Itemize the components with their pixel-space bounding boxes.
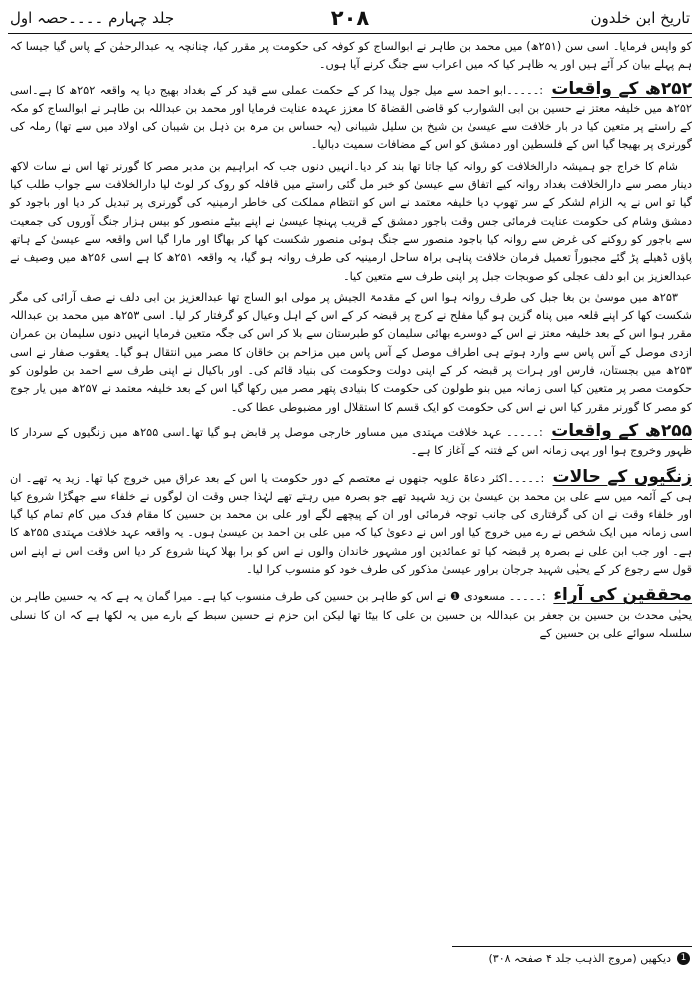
footnote-divider (452, 946, 692, 947)
section-scholars-opinions (10, 584, 692, 646)
footnote-marker: 1 (677, 952, 690, 965)
footnote-text: دیکھیں (مروج الذہب جلد ۴ صفحہ ۳۰۸) (488, 952, 671, 965)
footnote (489, 952, 691, 965)
section-heading-zanj: زنگیوں کے حالات (552, 466, 692, 487)
volume-part-label: جلد چہارم ۔۔۔۔حصہ اول (10, 9, 175, 27)
section-255-events (10, 420, 692, 464)
running-header (8, 6, 692, 32)
page-body (10, 38, 692, 646)
section-heading-255: ۲۵۵ھ کے واقعات (551, 420, 692, 441)
section-zanj (10, 466, 692, 583)
page-number: ۲۰۸ (330, 6, 370, 30)
section-255-text: :۔۔۔۔۔ عہد خلافت مہتدی میں مساور خارجی موصل پر قابض ہو گیا تھا۔اسی ۲۵۵ھ میں زنگیوں کے سردار کا ظہور وخروج ہوا اور یہی زمانہ اس کے فتنہ کے آغاز کا ہے۔ (10, 425, 692, 458)
paragraph-opening: کو واپس فرمایا۔ اسی سن (۲۵۱ھ) میں محمد بن طاہر نے ابوالساج کو کوفہ کی حکومت پر مقرر کیا، چنانچہ یہ عبدالرحمٰن کے پاس گیا جیسا کہ ہم پہلے بیان کر آئے ہیں اور یہ ظاہر کیا کہ میں اعراب سے جنگ کرنے آیا ہوں۔ (10, 40, 692, 72)
paragraph-sham-kharaj: شام کا خراج جو ہمیشہ دارالخلافت کو روانہ کیا جاتا تھا بند کر دیا۔انہیں دنوں جب کہ ابراہیم بن مدبر مصر کا گورنر تھا اس نے سات لاکھ دینار مصر سے دارالخلافت بغداد روانہ کیے اتفاق سے عیسیٰ کو خبر مل گئی راستے میں قافلہ کو روک کر لوٹ لیا دارالخلافت سے جواب طلب کیا گیا تو اس نے یہ الزام لشکر کے سر تھوپ دیا خلیفہ معتمد نے اس کو انتظام مملکت کی خاطر ارمینیہ کی گورنری پر تبدیل کر دیا اور باجود کو دمشق وشام کی حکومت عنایت فرمائی جس وقت باجور دمشق کے قریب پہنچا عیسیٰ نے اپنے بیٹے منصور کو بیس ہزار جنگ آوروں کی جمعیت سے باجور کو روکنے کی غرض سے روانہ کیا باجود منصور سے جنگ ہوئی منصور شکست کھا کر بھاگا اور مارا گیا اس واقعہ سے عیسیٰ کے ہاتھ پاؤں ڈھیلے پڑ گئے مجبوراً تعمیل فرمان خلافت پناہی براہ ساحل ارمینیہ کی طرف روانہ ہو گیا، یہ واقعہ ۲۵۱ھ کا ہے اسی ۲۵۶ھ میں وصیف نے عبدالعزیز بن ابو دلف عجلی کو صوبجات جبل پر اپنی طرف سے متعین کیا۔ (10, 159, 692, 283)
paragraph-253-events: ۲۵۳ھ میں موسیٰ بن بغا جبل کی طرف روانہ ہوا اس کے مقدمۃ الجیش پر مولی ابو الساج تھا عبدالعزیز بن ابی دلف نے صف آرائی کی مگر شکست کھا کر اپنے قلعہ میں پناہ گزین ہو گیا مفلح نے کرج پر قبضہ کر کے اس کے اہل وعیال کو گرفتار کر لیا۔ اسی ۲۵۳ھ میں محمد بن عبداللہ مقرر ہوا اس کے بعد خلیفہ معتز نے اس کے دوسرے بھائی سلیمان کو طبرستان سے بلا کر اس کی جگہ متعین فرمایا انہیں دنوں سلیمان بن عمران ازدی موصل کے آس پاس سے وارد ہوتے ہی اطراف موصل کے آس پاس میں مزاحم بن خاقان کا مصر میں انتقال ہو گیا۔ یعقوب صفار نے اسی ۲۵۳ھ میں بجستان، فارس اور ہرات پر قبضہ کر کے اپنی دولت وحکومت کی بنیاد قائم کی۔ اور باکیال نے اپنی طرف سے احمد بن طولون کو حکومت مصر پر متعین کیا اسی زمانہ میں بنو طولون کی حکومت کا بنیادی پتھر مصر میں رکھا گیا اس کے بعد خلیفہ معتمد نے ۲۵۷ھ میں یار جوج کو مصر کا گورنر مقرر کیا اس نے اس کی حکومت کو ایک قسم کا استقلال اور مضبوطی عطا کی۔ (10, 290, 693, 414)
section-heading-scholars: محققین کی آراء (553, 585, 693, 606)
book-title: تاریخ ابن خلدون (590, 9, 690, 27)
section-zanj-text: :۔۔۔۔۔اکثر دعاۃ علویہ جنھوں نے معتصم کے دور حکومت یا اس کے بعد عراق میں خروج کیا تھا۔ زید یہ تھے۔ ان ہی کے آئمہ میں سے علی بن محمد بن عیسیٰ بن زید شہید تھے جو بصرہ میں رہتے تھے لہٰذا جس وقت ان لوگوں نے خلفاء سے جھگڑا شروع کیا اور خلفاء وقت نے ان کی گرفتاری کی جانب توجہ فرمائی اور ان کے پیچھے لگے اور علی بن محمد بن حسین کا مقام فدک میں کام تمام کیا گیا اسی زمانہ میں ایک شخص نے رے میں خروج کیا اور اس نے دعویٰ کیا کہ میں علی بن احمد بن عیسیٰ ہوں۔ یہ واقعہ عہد خلافت مہتدی ۲۵۵ھ کا ہے۔ اور جب ابن علی نے بصرہ پر قبضہ کیا تو عمائدین اور مشہور خاندان والوں نے اس کو برا بھلا کہنا شروع کر دیا اس وقت اس نے اپنے اس قول سے رجوع کر کے یحیٰی شہید جرجان براور عیسیٰ مذکور کی طرف خود کو منسوب کرا لیا۔ (10, 471, 692, 577)
section-252-events (10, 78, 692, 158)
header-divider (8, 33, 692, 34)
section-scholars-text: :۔۔۔۔۔ مسعودی ❶ نے اس کو طاہر بن حسین کی طرف منسوب کیا ہے۔ میرا گمان یہ ہے کہ یہ حسین طاہر بن یحیٰی محدث بن حسین بن جعفر بن عبداللہ بن حسین بن علی کا بیٹا تھا لیکن ابن حزم نے حسین سبط کے بارے میں یہ لکھا ہے کہ ان کا نسلی سلسلہ سوائے علی بن حسین کے (10, 590, 692, 640)
section-252-text: :۔۔۔۔۔ابو احمد سے میل جول پیدا کر کے حکمت عملی سے قید کر کے بغداد بھیج دیا یہ واقعہ ۲۵۲ھ کا ہے۔اسی ۲۵۲ھ میں خلیفہ معتز نے حسین بن ابی الشوارب کو قاضی القضاۃ کا معزز عہدہ عنایت فرمایا اور محمد بن عبداللہ بن طاہر نے ابوالساج کو مکہ کے راستے پر متعین کیا در بار خلافت سے عیسیٰ بن شیخ بن سلیل شیبانی (یہ حساس بن مرہ بن ذہل بن شیبان کی اولاد میں سے تھا) رملہ کی گورنری پر بھیجا گیا اس کے فلسطین اور دمشق کو اس کے مضافات سمیت دبالیا۔ (10, 83, 692, 152)
section-heading-252: ۲۵۲ھ کے واقعات (551, 78, 692, 99)
